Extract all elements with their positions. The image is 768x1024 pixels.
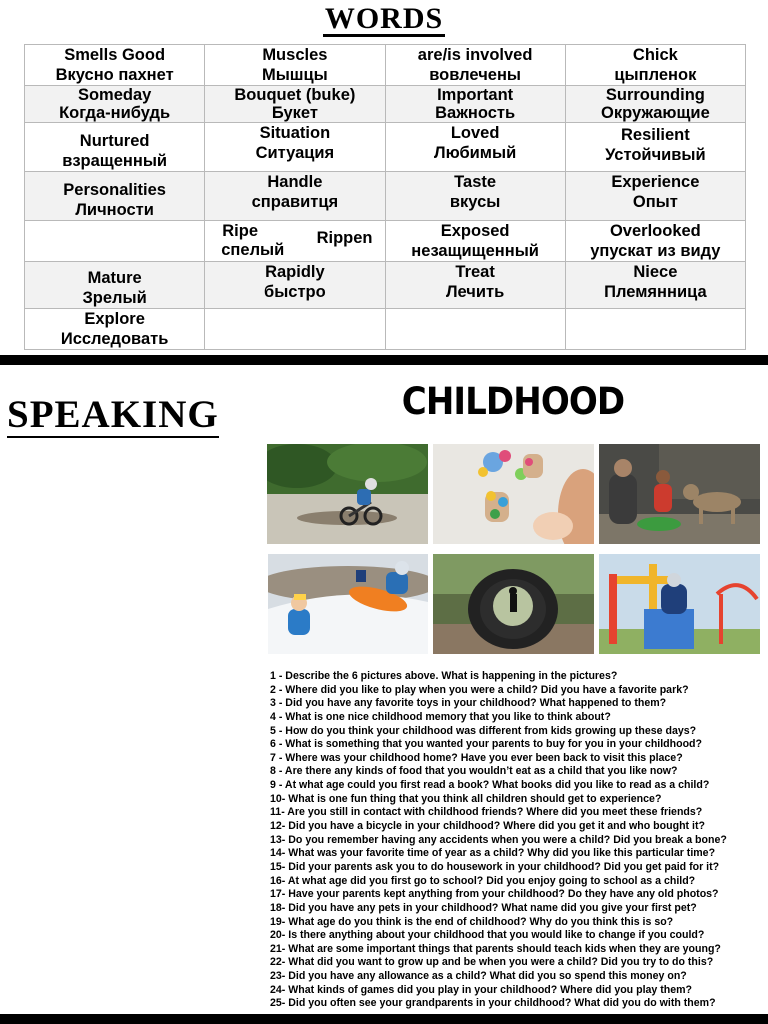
- list-item: 13- Do you remember having any accidents when you were a child? Did you break a bone?: [270, 833, 727, 846]
- list-item: 23- Did you have any allowance as a child? What did you so spend this money on?: [270, 970, 687, 983]
- list-item: 10- What is one fun thing that you think all children should get to experience?: [270, 792, 662, 805]
- list-item: 18- Did you have any pets in your childhood? What name did you give your first pet?: [270, 901, 697, 914]
- photo-playground-slide: [599, 554, 760, 654]
- table-row: [25, 45, 746, 86]
- photo-balance-bike: [267, 444, 428, 544]
- photo-tunnel: [433, 554, 594, 654]
- list-item: 25- Did you often see your grandparents in your childhood? What did you do with them?: [270, 997, 716, 1010]
- vocab-cell: Resilient Устойчивый: [565, 123, 745, 172]
- list-item: 24- What kinds of games did you play in your childhood? Where did you play them?: [270, 983, 693, 996]
- vocab-cell: Important Важность: [385, 86, 565, 123]
- list-item: 14- What was your favorite time of year as a child? Why did you like this particular time?: [270, 847, 716, 860]
- vocab-cell: Chick цыпленок: [565, 45, 745, 86]
- table-row: [25, 309, 746, 350]
- vocab-cell: Explore Исследовать: [25, 309, 205, 350]
- vocab-cell: Mature Зрелый: [25, 262, 205, 309]
- table-row: [25, 86, 746, 123]
- questions-list: [270, 670, 762, 1011]
- vocab-cell: Rapidly быстро: [205, 262, 385, 309]
- list-item: 20- Is there anything about your childhood that you would like to change if you could?: [270, 929, 705, 942]
- list-item: 16- At what age did you first go to school? Did you enjoy going to school as a child?: [270, 874, 696, 887]
- list-item: 15- Did your parents ask you to do housework in your childhood? Did you get paid for it?: [270, 860, 720, 873]
- vocab-cell: Ripe спелый Rippen: [205, 221, 385, 262]
- vocab-cell: [565, 309, 745, 350]
- vocab-cell: Surrounding Окружающие: [565, 86, 745, 123]
- bottom-bar: [0, 1014, 768, 1024]
- list-item: 19- What age do you think is the end of childhood? Why do you think this is so?: [270, 915, 674, 928]
- vocab-cell: Personalities Личности: [25, 172, 205, 221]
- list-item: 5 - How do you think your childhood was different from kids growing up these days?: [270, 724, 697, 737]
- vocab-cell: Treat Лечить: [385, 262, 565, 309]
- vocab-cell: Handle справитця: [205, 172, 385, 221]
- vocab-cell: [25, 221, 205, 262]
- divider-bar: [0, 355, 768, 365]
- list-item: 21- What are some important things that parents should teach kids when they are young?: [270, 942, 721, 955]
- list-item: 4 - What is one nice childhood memory that you like to think about?: [270, 710, 611, 723]
- list-item: 1 - Describe the 6 pictures above. What is happening in the pictures?: [270, 670, 618, 682]
- vocab-cell: Loved Любимый: [385, 123, 565, 172]
- vocab-cell: [205, 309, 385, 350]
- table-row: [25, 172, 746, 221]
- vocab-cell: Overlooked упускат из виду: [565, 221, 745, 262]
- table-row: [25, 262, 746, 309]
- speaking-heading: SPEAKING: [7, 393, 219, 436]
- vocab-cell: Experience Опыт: [565, 172, 745, 221]
- vocab-cell: are/is involved вовлечены: [385, 45, 565, 86]
- vocab-cell: Bouquet (buke) Букет: [205, 86, 385, 123]
- vocab-cell: Nurtured взращенный: [25, 123, 205, 172]
- list-item: 6 - What is something that you wanted your parents to buy for you in your childhood?: [270, 738, 703, 751]
- list-item: 8 - Are there any kinds of food that you wouldn’t eat as a child that you like now?: [270, 765, 678, 778]
- list-item: 11- Are you still in contact with childhood friends? Where did you meet these friends?: [270, 806, 703, 819]
- childhood-title: CHILDHOOD: [401, 380, 625, 423]
- list-item: 2 - Where did you like to play when you were a child? Did you have a favorite park?: [270, 683, 689, 696]
- vocab-cell: Situation Ситуация: [205, 123, 385, 172]
- list-item: 9 - At what age could you first read a book? What books did you like to read as a child?: [270, 779, 710, 792]
- list-item: 12- Did you have a bicycle in your childhood? Where did you get it and who bought it?: [270, 820, 705, 833]
- table-row: [25, 123, 746, 172]
- list-item: 17- Have your parents kept anything from your childhood? Do they have any old photos?: [270, 888, 719, 901]
- vocab-cell: Taste вкусы: [385, 172, 565, 221]
- vocab-cell: [385, 309, 565, 350]
- vocab-cell: Smells Good Вкусно пахнет: [25, 45, 205, 86]
- vocab-cell: Muscles Мышцы: [205, 45, 385, 86]
- vocab-cell: Niece Племянница: [565, 262, 745, 309]
- vocab-cell: Someday Когда-нибудь: [25, 86, 205, 123]
- list-item: 7 - Where was your childhood home? Have you ever been back to visit this place?: [270, 751, 683, 764]
- photo-painted-hands: [433, 444, 594, 544]
- photo-sledding: [268, 554, 428, 654]
- words-title: WORDS: [324, 2, 444, 35]
- list-item: 22- What did you want to grow up and be when you were a child? Did you try to do this?: [270, 956, 714, 969]
- vocabulary-table: [24, 44, 746, 350]
- list-item: 3 - Did you have any favorite toys in your childhood? What happened to them?: [270, 697, 667, 710]
- vocab-cell: Exposed незащищенный: [385, 221, 565, 262]
- photo-grandmother-dog: [599, 444, 760, 544]
- table-row: [25, 221, 746, 262]
